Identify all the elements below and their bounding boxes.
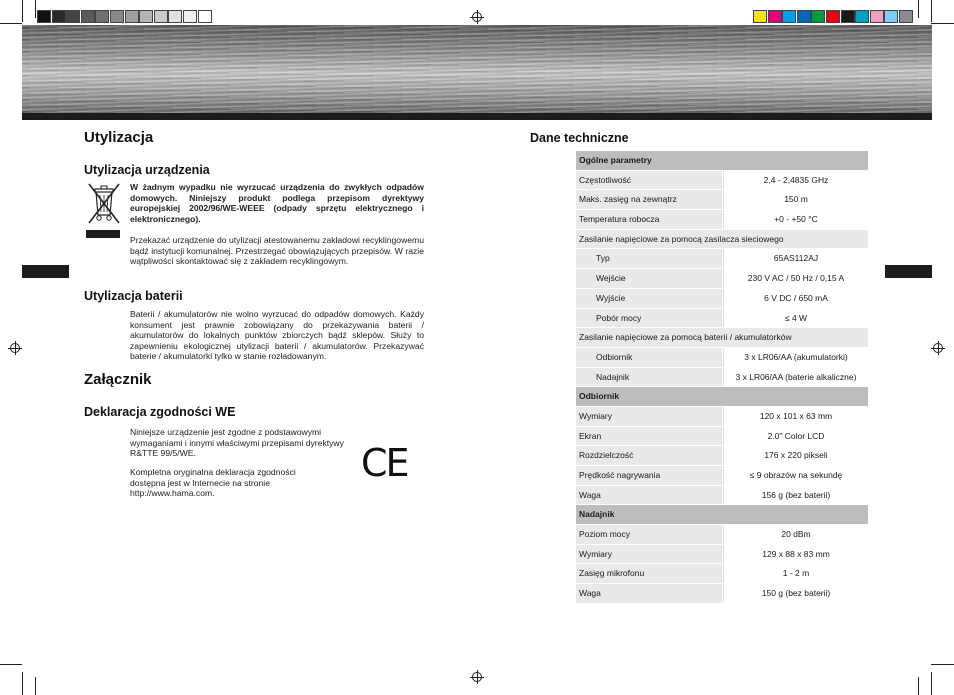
- table-cell-label: Zasilanie napięciowe za pomocą baterii / akumulatorków: [576, 328, 868, 347]
- table-cell-value: 3 x LR06/AA (baterie alkaliczne): [723, 368, 868, 387]
- color-swatch: [768, 10, 782, 23]
- table-row: [576, 446, 868, 466]
- crop-mark: [0, 23, 22, 24]
- ce-mark-icon: CE: [361, 441, 408, 485]
- crop-mark: [22, 0, 23, 22]
- table-cell-value: 1 - 2 m: [723, 564, 868, 583]
- table-cell-label: Zasilanie napięciowe za pomocą zasilacza sieciowego: [576, 230, 868, 249]
- crop-mark: [0, 664, 22, 665]
- table-row: [576, 584, 868, 604]
- table-cell-label: Wymiary: [576, 407, 722, 426]
- table-section-header: [576, 505, 868, 525]
- table-cell-label: Poziom mocy: [576, 525, 722, 544]
- table-row: [576, 210, 868, 230]
- left-side-tab: [22, 265, 69, 278]
- table-cell-label: Wymiary: [576, 545, 722, 564]
- table-row: [576, 564, 868, 584]
- gray-swatch: [139, 10, 153, 23]
- table-row: [576, 328, 868, 348]
- crop-mark: [931, 0, 932, 22]
- page-title-disposal: Utylizacja: [84, 129, 154, 146]
- table-cell-value: ≤ 9 obrazów na sekundę: [723, 466, 868, 485]
- color-swatch: [855, 10, 869, 23]
- gray-swatch: [168, 10, 182, 23]
- device-disposal-warning: W żadnym wypadku nie wyrzucać urządzenia do zwykłych odpadów domowych. Niniejszy produkt podlega przepisom dyrektywy europejskiej 2002/96/WE-WEEE (odpady sprzętu elektrycznego i elektronicznego).: [130, 182, 424, 224]
- crop-mark: [35, 0, 36, 18]
- crop-mark: [22, 672, 23, 695]
- table-cell-value: 2,4 - 2,4835 GHz: [723, 171, 868, 190]
- table-cell-value: 120 x 101 x 63 mm: [723, 407, 868, 426]
- color-swatch: [841, 10, 855, 23]
- declaration-text: Niniejsze urządzenie jest zgodne z podstawowymi wymaganiami i innymi właściwymi przepisami dyrektywy R&TTE 99/5/WE.: [130, 427, 344, 459]
- table-row: [576, 289, 868, 309]
- table-row: [576, 269, 868, 289]
- table-cell-value: 6 V DC / 650 mA: [723, 289, 868, 308]
- table-row: [576, 427, 868, 447]
- crop-mark: [35, 677, 36, 695]
- table-row: [576, 368, 868, 388]
- table-cell-label: Ogólne parametry: [576, 151, 868, 170]
- table-cell-label: Temperatura robocza: [576, 210, 722, 229]
- registration-mark-icon: [10, 343, 20, 353]
- table-cell-label: Waga: [576, 486, 722, 505]
- color-swatch: [884, 10, 898, 23]
- declaration-heading: Deklaracja zgodności WE: [84, 405, 236, 419]
- table-row: [576, 171, 868, 191]
- table-cell-label: Pobór mocy: [576, 309, 722, 328]
- table-cell-label: Zasięg mikrofonu: [576, 564, 722, 583]
- gray-swatch: [154, 10, 168, 23]
- color-swatch: [811, 10, 825, 23]
- gray-swatch: [95, 10, 109, 23]
- device-disposal-heading: Utylizacja urządzenia: [84, 163, 210, 177]
- table-cell-value: 20 dBm: [723, 525, 868, 544]
- table-cell-label: Prędkość nagrywania: [576, 466, 722, 485]
- spec-table: [576, 151, 868, 604]
- table-cell-label: Typ: [576, 249, 722, 268]
- gray-swatch: [52, 10, 66, 23]
- table-cell-value: 230 V AC / 50 Hz / 0,15 A: [723, 269, 868, 288]
- table-row: [576, 545, 868, 565]
- registration-mark-icon: [472, 672, 482, 682]
- table-cell-value: 129 x 88 x 83 mm: [723, 545, 868, 564]
- weee-bar: [86, 230, 120, 238]
- table-cell-label: Nadajnik: [576, 368, 722, 387]
- table-cell-value: 2.0" Color LCD: [723, 427, 868, 446]
- color-swatch: [899, 10, 913, 23]
- table-cell-value: 176 x 220 pikseli: [723, 446, 868, 465]
- table-cell-label: Rozdzielczość: [576, 446, 722, 465]
- table-row: [576, 466, 868, 486]
- table-cell-value: 3 x LR06/AA (akumulatorki): [723, 348, 868, 367]
- gray-swatch: [110, 10, 124, 23]
- table-section-header: [576, 151, 868, 171]
- table-cell-label: Odbiornik: [576, 387, 868, 406]
- color-swatch: [870, 10, 884, 23]
- gray-swatch: [183, 10, 197, 23]
- declaration-online-text: Kompletna oryginalna deklaracja zgodności dostępna jest w Internecie na stronie http://www.hama.com.: [130, 467, 296, 499]
- table-cell-label: Wyjście: [576, 289, 722, 308]
- right-side-tab: [885, 265, 932, 278]
- battery-disposal-heading: Utylizacja baterii: [84, 289, 183, 303]
- table-cell-label: Nadajnik: [576, 505, 868, 524]
- gray-swatch: [125, 10, 139, 23]
- table-cell-label: Waga: [576, 584, 722, 603]
- appendix-title: Załącznik: [84, 371, 152, 388]
- table-row: [576, 249, 868, 269]
- gray-swatch: [37, 10, 51, 23]
- table-cell-label: Częstotliwość: [576, 171, 722, 190]
- gray-swatch: [81, 10, 95, 23]
- table-cell-value: +0 - +50 °C: [723, 210, 868, 229]
- crop-mark: [918, 677, 919, 695]
- table-row: [576, 525, 868, 545]
- crop-mark: [931, 672, 932, 695]
- table-cell-value: 156 g (bez baterii): [723, 486, 868, 505]
- registration-mark-icon: [472, 12, 482, 22]
- table-cell-label: Maks. zasięg na zewnątrz: [576, 190, 722, 209]
- crossed-bin-icon: [86, 181, 122, 227]
- table-row: [576, 407, 868, 427]
- brushed-metal-header: [22, 25, 932, 113]
- table-cell-label: Odbiornik: [576, 348, 722, 367]
- battery-disposal-text: Baterii / akumulatorów nie wolno wyrzucać do odpadów domowych. Każdy konsument jest prawnie zobowiązany do przekazywania baterii / akumulatorów do lokalnych punktów zbiorczych bądź sklepów. Służy to zapewnieniu ekologicznej utylizacji baterii / akumulatorów. Przekazywać baterie / akumulatorki tylko w stanie rozładowanym.: [130, 309, 424, 362]
- color-swatch: [753, 10, 767, 23]
- color-swatch: [797, 10, 811, 23]
- table-cell-value: 150 g (bez baterii): [723, 584, 868, 603]
- table-row: [576, 230, 868, 250]
- crop-mark: [931, 23, 954, 24]
- crop-mark: [931, 664, 954, 665]
- color-swatch: [782, 10, 796, 23]
- gray-swatch: [198, 10, 212, 23]
- device-disposal-text: Przekazać urządzenie do utylizacji atestowanemu zakładowi recyklingowemu bądź instytucji komunalnej. Przestrzegać obowiązujących przepisów. W razie wątpliwości skontaktować się z zakładem recyklingowym.: [130, 235, 424, 267]
- table-section-header: [576, 387, 868, 407]
- table-row: [576, 348, 868, 368]
- table-row: [576, 190, 868, 210]
- header-bar: [22, 113, 932, 120]
- table-row: [576, 486, 868, 506]
- table-cell-label: Wejście: [576, 269, 722, 288]
- table-row: [576, 309, 868, 329]
- table-cell-value: ≤ 4 W: [723, 309, 868, 328]
- crop-mark: [918, 0, 919, 18]
- registration-mark-icon: [933, 343, 943, 353]
- color-swatch: [826, 10, 840, 23]
- tech-data-title: Dane techniczne: [530, 131, 629, 145]
- table-cell-value: 65AS112AJ: [723, 249, 868, 268]
- gray-swatch: [66, 10, 80, 23]
- table-cell-label: Ekran: [576, 427, 722, 446]
- table-cell-value: 150 m: [723, 190, 868, 209]
